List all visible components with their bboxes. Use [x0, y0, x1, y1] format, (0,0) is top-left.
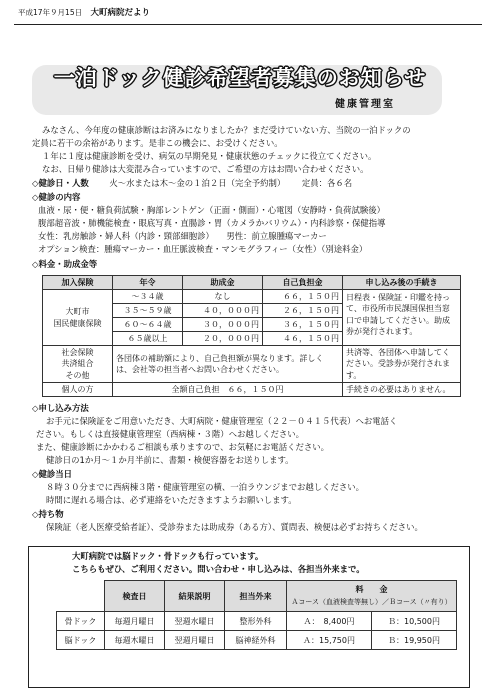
subsidy-cell: なし — [183, 290, 263, 304]
dock-name: 脳ドック — [57, 631, 105, 650]
dock-fee-a: Ａ：15,750円 — [287, 631, 372, 650]
day-heading: ◇健診当日 — [32, 469, 72, 479]
contents-heading: ◇健診の内容 — [32, 192, 81, 202]
dock-fee-b: Ｂ：19,950円 — [372, 631, 457, 650]
copay-cell: ４６，１５０円 — [263, 332, 343, 346]
apply-heading: ◇申し込み方法 — [32, 403, 89, 413]
dock-name: 骨ドック — [57, 612, 105, 631]
intro-line: みなさん、今年度の健康診断はお済みになりましたか？まだ受けていない方、当院の一泊ドックの — [42, 125, 411, 135]
dock-clinic: 整形外科 — [225, 612, 287, 631]
copay-cell: ６６，１５０円 — [263, 290, 343, 304]
table-row — [43, 346, 461, 383]
schedule-text: 火～水または木～金の１泊２日（完全予約制） — [109, 178, 286, 188]
age-cell: ～３４歳 — [113, 290, 183, 304]
schedule-capacity: 定員：各６名 — [301, 178, 353, 188]
department-name: 健康管理室 — [335, 99, 395, 110]
dock-intro: 大町病院では脳ドック・骨ドックも行っています。 — [72, 551, 264, 561]
intro-line: 定員に若干の余裕があります。是非この機会に、お受けください。 — [32, 138, 283, 148]
bring-text: 保険証（老人医療受給者証）、受診券または助成券（ある方）、質問表、検便は必ずお持ちください。 — [46, 522, 423, 532]
table-row — [57, 631, 457, 650]
shakai-label: 社会保険 共済組合 その他 — [43, 346, 113, 383]
kojin-procedure: 手続きの必要はありません。 — [343, 383, 461, 397]
dock-header-cell: 結果説明 — [165, 581, 225, 612]
dock-table-header — [57, 581, 457, 612]
subsidy-cell: ２０，０００円 — [183, 332, 263, 346]
header-divider — [14, 24, 482, 25]
fee-header-cell: 自己負担金 — [263, 276, 343, 290]
dock-fee-b: Ｂ：10,500円 — [372, 612, 457, 631]
apply-line: お手元に保険証をご用意いただき、大町病院・健康管理室（２２－０４１５代表）へお電話く — [46, 416, 398, 426]
day-line: ８時３０分までに西病棟３階・健康管理室の横、一泊ラウンジまでお越しください。 — [46, 482, 365, 492]
fee-header-cell: 申し込み後の手続き — [343, 276, 461, 290]
dock-day: 毎週月曜日 — [105, 612, 165, 631]
dock-result: 翌週水曜日 — [165, 612, 225, 631]
fee-header — [287, 581, 457, 612]
dock-header-cell: 担当外来 — [225, 581, 287, 612]
table-row — [43, 383, 461, 397]
age-cell: ３５～５９歳 — [113, 304, 183, 318]
dock-day: 毎週木曜日 — [105, 631, 165, 650]
shakai-note: 各団体の補助額により、自己負担額が異なります。詳しくは、会社等の担当者へお問い合わせください。 — [113, 346, 343, 383]
issue-header — [18, 6, 150, 18]
blank-cell — [57, 581, 105, 612]
fee-header-cell: 加入保険 — [43, 276, 113, 290]
table-row — [57, 612, 457, 631]
schedule-heading: ◇健診日・人数 — [32, 178, 89, 188]
kojin-label: 個人の方 — [43, 383, 113, 397]
page-title: 一泊ドック健診希望者募集のお知らせ — [53, 66, 427, 90]
dock-result: 翌週月曜日 — [165, 631, 225, 650]
table-row — [43, 290, 461, 304]
day-line: 時間に遅れる場合は、必ず連絡をいただきますようお願いします。 — [46, 495, 297, 505]
kokuho-label: 大町市 国民健康保険 — [43, 290, 113, 346]
apply-line: ださい。もしくは直接健康管理室（西病棟・３階）へお越しください。 — [36, 429, 304, 439]
dock-fee-a: Ａ： 8,400円 — [287, 612, 372, 631]
shakai-procedure: 共済等、各団体へ申請してください。受診券が発行されます。 — [343, 346, 461, 383]
fee-header-title: 料 金 — [355, 585, 388, 594]
copay-cell: ２６，１５０円 — [263, 304, 343, 318]
dock-contact: こちらもぜひ、ご利用ください。問い合わせ・申し込みは、各担当外来まで。 — [72, 564, 365, 574]
contents-line: 女性：乳房触診・婦人科（内診・頸部細胞診） 男性：前立腺腫瘍マーカー — [38, 231, 327, 241]
issue-date: 平成17年９月15日 — [18, 8, 83, 17]
dock-header-cell: 検査日 — [105, 581, 165, 612]
schedule-section — [32, 177, 352, 190]
fee-table-header — [43, 276, 461, 290]
publication-name: 大町病院だより — [90, 8, 150, 18]
contents-line: 腹部超音波・肺機能検査・眼底写真・直腸診・胃（カメラかバリウム）・内科診察・保健指導 — [38, 218, 386, 228]
age-cell: ６０～６４歳 — [113, 318, 183, 332]
bring-heading: ◇持ち物 — [32, 509, 64, 519]
dock-table — [56, 580, 457, 650]
age-cell: ６５歳以上 — [113, 332, 183, 346]
fees-heading: ◇料金・助成金等 — [32, 259, 98, 269]
kokuho-procedure: 日程表・保険証・印鑑を持って、市役所市民課国保担当窓口で申請してください。助成券が発行されます。 — [343, 290, 461, 346]
subsidy-cell: ４０，０００円 — [183, 304, 263, 318]
contents-line: オプション検査：腫瘍マーカー・血圧脈波検査・マンモグラフィー（女性）（別途料金） — [38, 244, 368, 254]
copay-cell: ３６，１５０円 — [263, 318, 343, 332]
fee-table — [42, 275, 461, 397]
apply-line: 健診日の1か月～１か月半前に、書類・検便容器をお送りします。 — [46, 455, 294, 465]
apply-line: また、健康診断にかかわるご相談も承りますので、お気軽にお電話ください。 — [36, 442, 329, 452]
intro-line: １年に１度は健康診断を受け、病気の早期発見・健康状態のチェックに役立てください。 — [42, 151, 377, 161]
fee-header-cell: 助成金 — [183, 276, 263, 290]
intro-line: なお、日帰り健診は大変混み合っていますので、ご希望の方はお問い合わせください。 — [42, 164, 369, 174]
kojin-amount: 全額自己負担 ６６，１５０円 — [113, 383, 343, 397]
contents-line: 血液・尿・便・糖負荷試験・胸部レントゲン（正面・側面）・心電図（安静時・負荷試験後） — [38, 205, 386, 215]
fee-header-cell: 年令 — [113, 276, 183, 290]
subsidy-cell: ３０，０００円 — [183, 318, 263, 332]
dock-clinic: 脳神経外科 — [225, 631, 287, 650]
fee-header-sub: Ａコース（血液検査等無し）／Ｂコース（〃有り） — [291, 598, 452, 606]
